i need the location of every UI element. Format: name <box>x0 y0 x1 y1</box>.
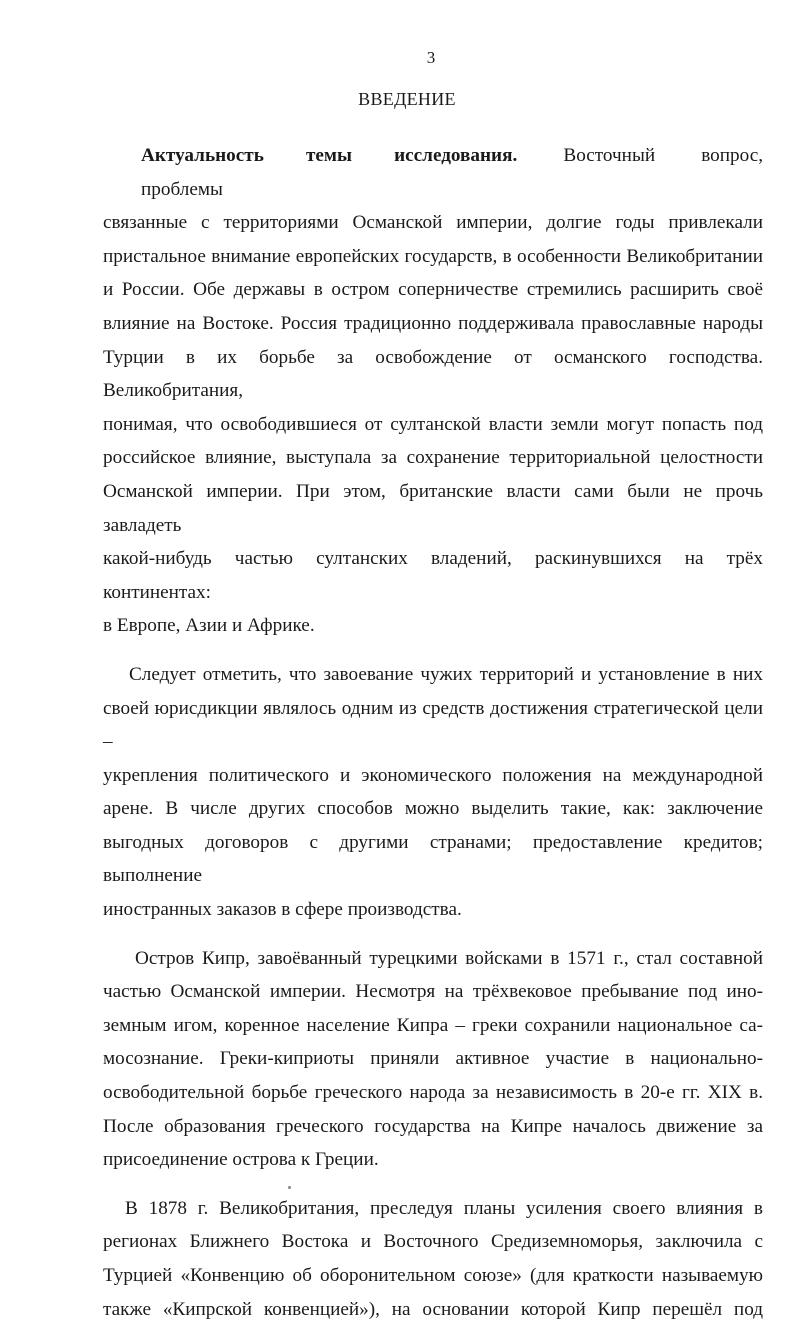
text-line: арене. В числе других способов можно выделить такие, как: заключение <box>103 798 763 820</box>
text-line: также «Кипрской конвенцией»), на основании которой Кипр перешёл под <box>103 1298 763 1320</box>
text-line <box>103 139 763 206</box>
text-line: иностранных заказов в сфере производства. <box>103 899 462 921</box>
text-line: частью Османской империи. Несмотря на трёхвековое пребывание под ино- <box>103 981 763 1003</box>
text-line: укрепления политического и экономического положения на международной <box>103 764 763 786</box>
text-line: присоединение острова к Греции. <box>103 1149 379 1171</box>
section-heading: ВВЕДЕНИЕ <box>358 89 456 109</box>
text-line: в Европе, Азии и Африке. <box>103 615 315 637</box>
paragraph-1 <box>103 139 763 643</box>
paragraph-3 <box>103 942 763 1177</box>
text-line: какой-нибудь частью султанских владений, раскинувшихся на трёх континентах: <box>103 548 763 603</box>
text-line-content: Восточный вопрос, проблемы <box>141 145 764 200</box>
text-line: российское влияние, выступала за сохранение территориальной целостности <box>103 447 763 469</box>
text-line: выгодных договоров с другими странами; предоставление кредитов; выполнение <box>103 831 763 887</box>
text-line: Следует отметить, что завоевание чужих территорий и установление в них <box>129 663 763 685</box>
text-line: земным игом, коренное население Кипра – греки сохранили национальное са- <box>103 1014 763 1036</box>
text-line: Турцией «Конвенцию об оборонительном союзе» (для краткости называемую <box>103 1265 763 1286</box>
lead-phrase: Актуальность темы исследования. <box>141 145 518 166</box>
page-number: 3 <box>426 48 436 67</box>
text-line: Турции в их борьбе за освобождение от османского господства. Великобритания, <box>103 346 763 402</box>
text-line: мосознание. Греки-киприоты приняли активное участие в национально- <box>103 1048 763 1070</box>
text-line: пристальное внимание европейских государств, в особенности Великобритании <box>103 245 763 267</box>
text-line: понимая, что освободившиеся от султанской власти земли могут попасть под <box>103 413 763 435</box>
scan-artifact <box>288 1186 291 1189</box>
text-line: связанные с территориями Османской империи, долгие годы привлекали <box>103 212 763 234</box>
text-line: своей юрисдикции являлось одним из средств достижения стратегической цели – <box>103 697 763 753</box>
text-line: освободительной борьбе греческого народа за независимость в 20-е гг. XIX в. <box>103 1082 763 1104</box>
text-line: регионах Ближнего Востока и Восточного Средиземноморья, заключила с <box>103 1231 763 1253</box>
text-line: и России. Обе державы в остром соперничестве стремились расширить своё <box>103 279 763 301</box>
text-line: влияние на Востоке. Россия традиционно поддерживала православные народы <box>103 312 763 334</box>
paragraph-4 <box>103 1192 763 1326</box>
text-line: Остров Кипр, завоёванный турецкими войсками в 1571 г., стал составной <box>135 947 763 969</box>
text-line: После образования греческого государства на Кипре началось движение за <box>103 1115 763 1137</box>
text-line: Османской империи. При этом, британские власти сами были не прочь завладеть <box>103 480 763 536</box>
body-text <box>103 139 763 1341</box>
paragraph-2 <box>103 658 763 927</box>
text-line: В 1878 г. Великобритания, преследуя планы усиления своего влияния в <box>125 1197 763 1219</box>
